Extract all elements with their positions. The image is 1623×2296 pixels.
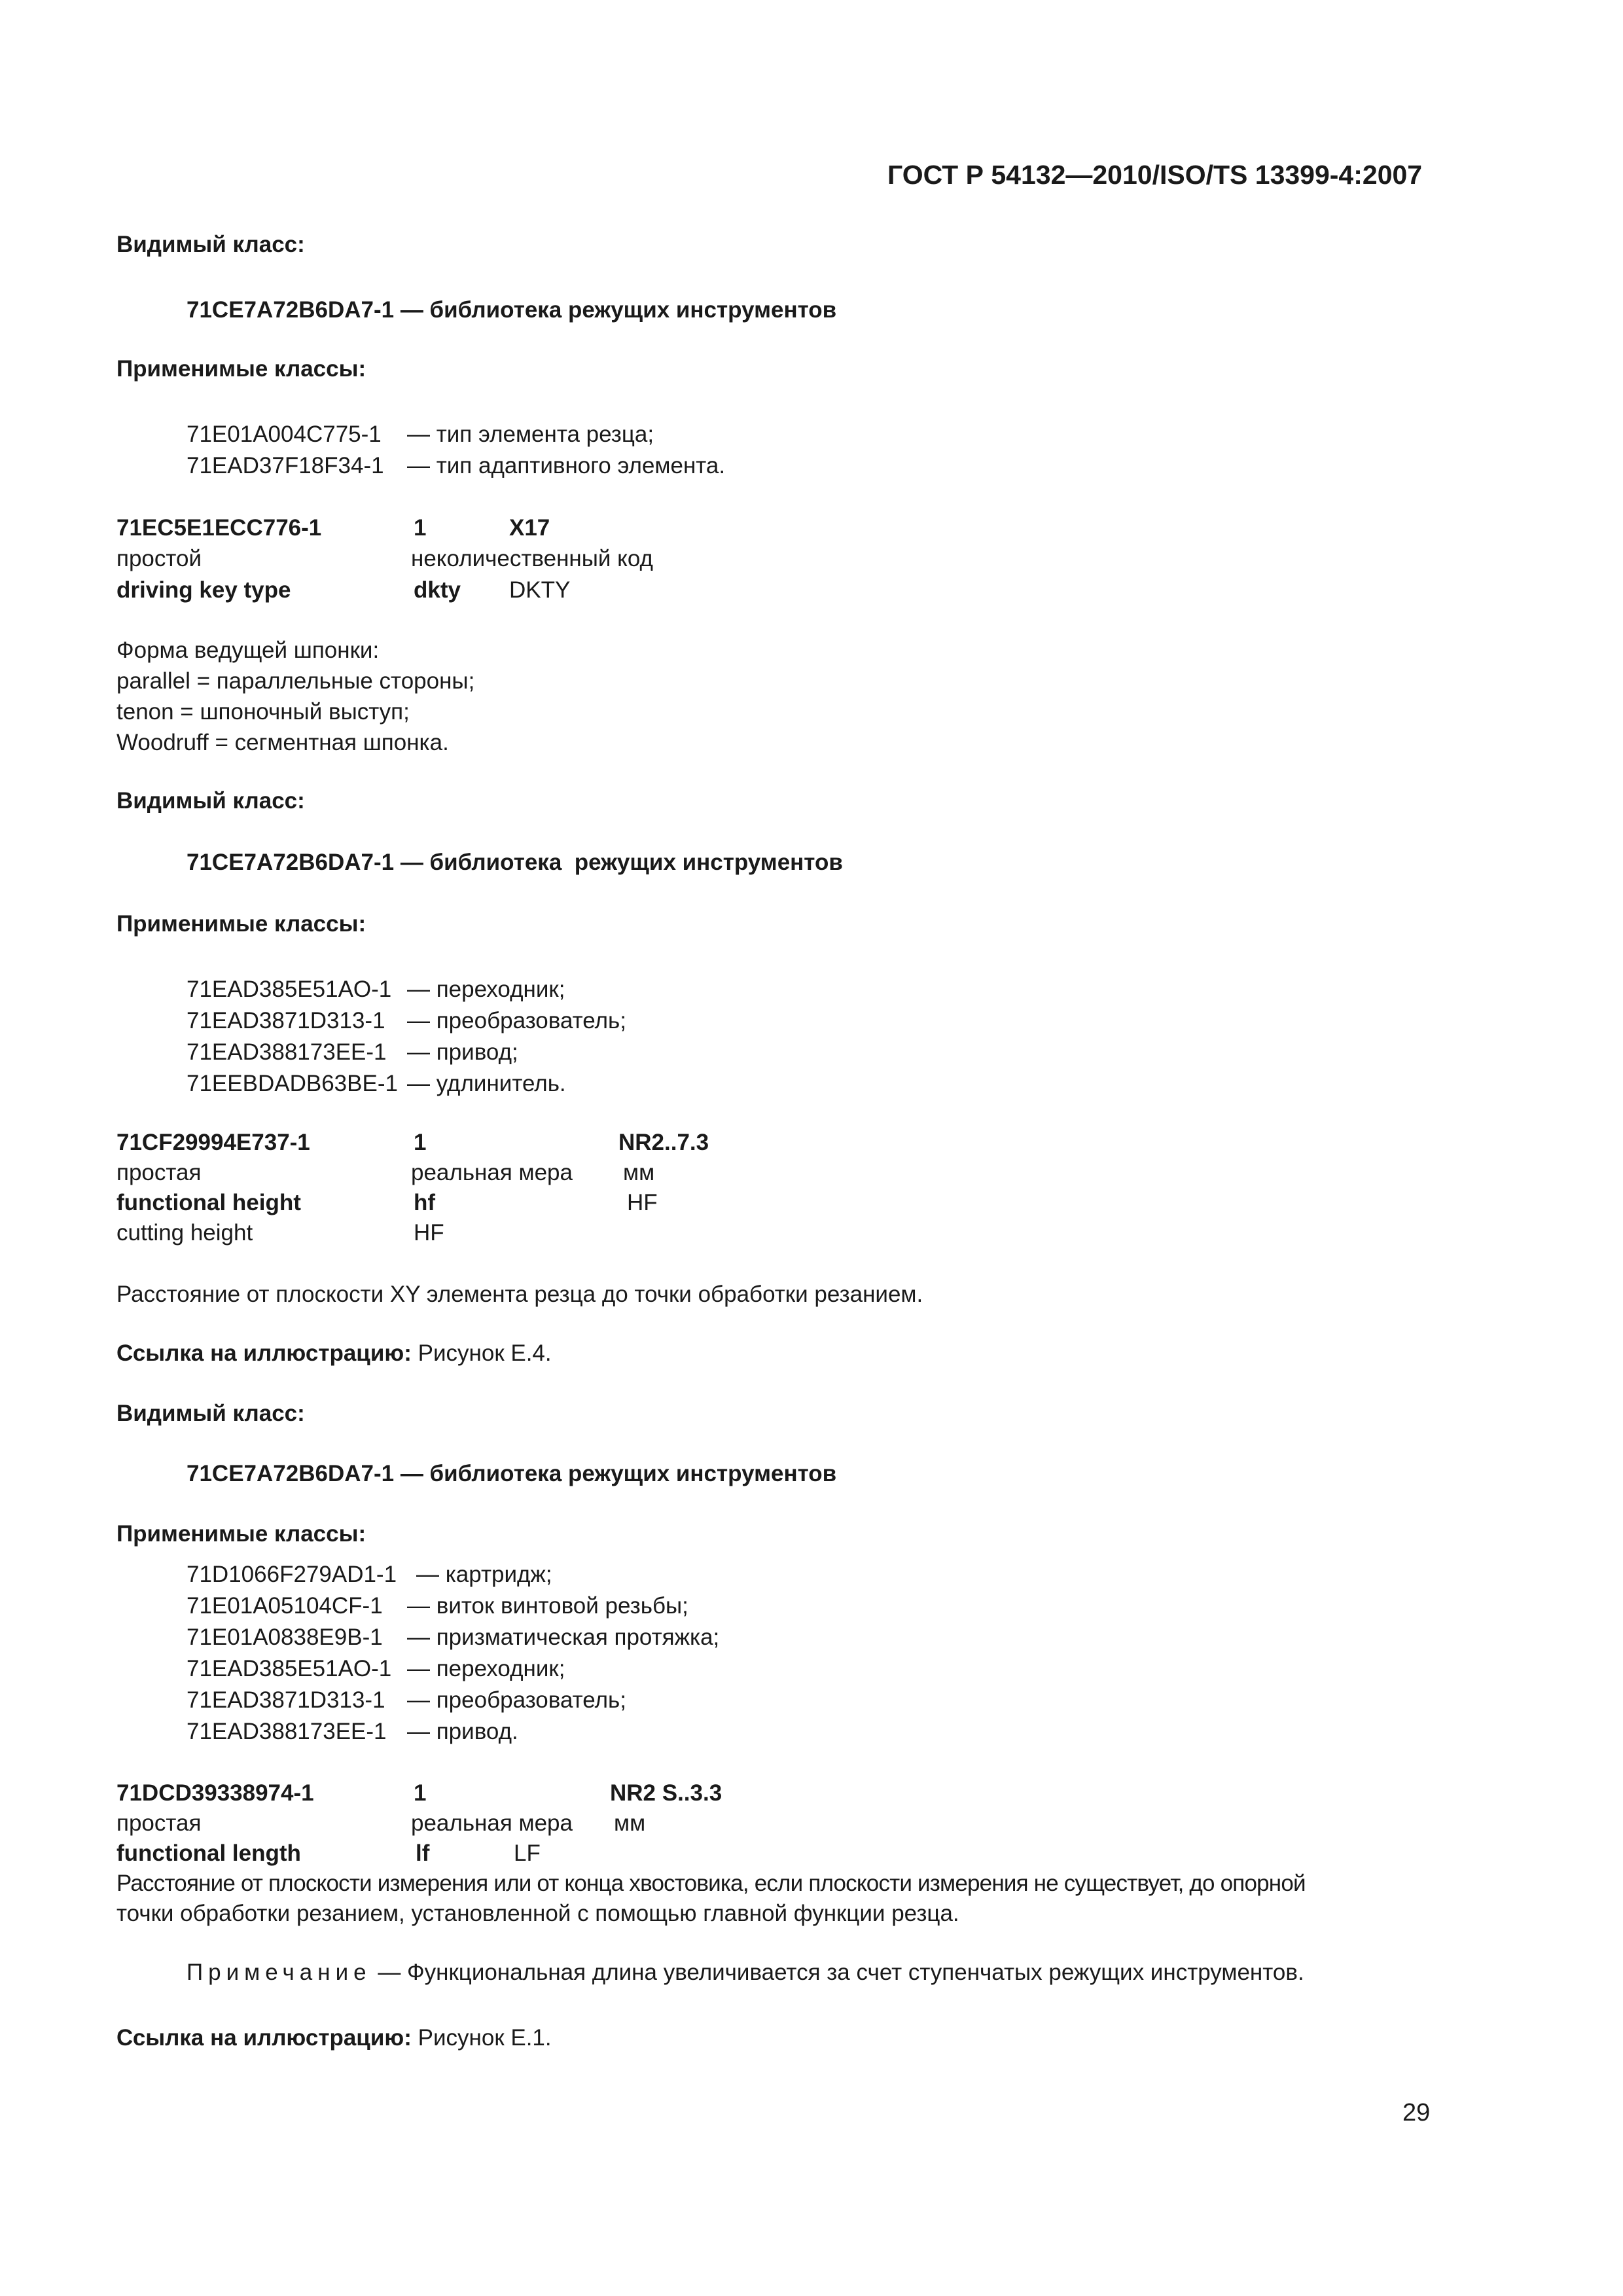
applicable-class-code: 71EAD3871D313-1 — [187, 1008, 385, 1033]
note-text: — Функциональная длина увеличивается за счет ступенчатых режущих инструментов. — [378, 1960, 1304, 1985]
property-description-line: Форма ведущей шпонки: — [116, 637, 380, 663]
applicable-class-code: 71D1066F279AD1-1 — [187, 1562, 397, 1587]
applicable-class-code: 71EEBDADB63BE-1 — [187, 1071, 398, 1096]
property-description-line: parallel = параллельные стороны; — [116, 668, 475, 694]
applicable-class-desc: — тип адаптивного элемента. — [407, 453, 726, 478]
visible-class-value: 71CE7A72B6DA7-1 — библиотека режущих инструментов — [187, 1461, 837, 1486]
property-symbol: LF — [514, 1840, 541, 1866]
property-format: NR2..7.3 — [618, 1130, 709, 1155]
applicable-class-code: 71EAD385E51AO-1 — [187, 977, 392, 1002]
property-kind: простая — [116, 1160, 202, 1185]
figure-reference — [116, 1338, 552, 1369]
property-format: NR2 S..3.3 — [610, 1780, 722, 1806]
property-unit: мм — [614, 1810, 646, 1836]
property-symbol: HF — [627, 1190, 658, 1215]
applicable-class-code: 71E01A004C775-1 — [187, 422, 382, 447]
visible-class-value: 71CE7A72B6DA7-1 — библиотека режущих инструментов — [187, 850, 843, 875]
applicable-class-desc: — преобразователь; — [407, 1008, 626, 1033]
applicable-class-code: 71EAD385E51AO-1 — [187, 1656, 392, 1681]
property-synonym-symbol: HF — [414, 1220, 444, 1246]
applicable-class-desc: — удлинитель. — [407, 1071, 566, 1096]
applicable-classes-label: Применимые классы: — [116, 911, 366, 937]
property-symbol: DKTY — [509, 577, 571, 603]
figure-reference — [116, 2022, 552, 2053]
property-short-name: hf — [414, 1190, 436, 1215]
property-code: 71EC5E1ECC776-1 — [116, 515, 322, 541]
visible-class-value: 71CE7A72B6DA7-1 — библиотека режущих инструментов — [187, 297, 837, 323]
note — [187, 1957, 1304, 1988]
property-kind: простой — [116, 546, 202, 571]
property-description: Расстояние от плоскости XY элемента резца до точки обработки резанием. — [116, 1282, 923, 1307]
note-label: Примечание — [187, 1960, 372, 1985]
figure-reference-value: Рисунок Е.4. — [418, 1340, 552, 1366]
applicable-class-desc: — переходник; — [407, 1656, 565, 1681]
property-version: 1 — [414, 515, 427, 541]
applicable-class-desc: — виток винтовой резьбы; — [407, 1593, 688, 1619]
property-kind: простая — [116, 1810, 202, 1836]
property-unit: мм — [623, 1160, 655, 1185]
applicable-class-code: 71E01A0838E9B-1 — [187, 1624, 383, 1650]
standard-header: ГОСТ Р 54132—2010/ISO/TS 13399-4:2007 — [887, 160, 1423, 190]
property-format: X17 — [509, 515, 550, 541]
property-code: 71CF29994E737-1 — [116, 1130, 310, 1155]
property-description-line: tenon = шпоночный выступ; — [116, 699, 410, 725]
applicable-class-desc: — призматическая протяжка; — [407, 1624, 720, 1650]
property-name: functional height — [116, 1190, 301, 1215]
applicable-class-code: 71EAD388173EE-1 — [187, 1719, 387, 1744]
property-short-name: dkty — [414, 577, 461, 603]
applicable-classes-label: Применимые классы: — [116, 1521, 366, 1547]
property-description-line: Расстояние от плоскости измерения или от конца хвостовика, если плоскости измерения не существует, до опорной — [116, 1871, 1306, 1896]
applicable-class-code: 71EAD37F18F34-1 — [187, 453, 384, 478]
applicable-class-desc: — привод; — [407, 1039, 518, 1065]
figure-reference-value: Рисунок Е.1. — [418, 2025, 552, 2051]
property-name: driving key type — [116, 577, 291, 603]
property-version: 1 — [414, 1780, 427, 1806]
property-description-line: Woodruff = сегментная шпонка. — [116, 730, 449, 755]
property-datatype: реальная мера — [411, 1810, 573, 1836]
page-number: 29 — [1402, 2099, 1431, 2126]
applicable-class-code: 71E01A05104CF-1 — [187, 1593, 383, 1619]
applicable-class-desc: — тип элемента резца; — [407, 422, 654, 447]
figure-reference-label: Ссылка на иллюстрацию: — [116, 2025, 412, 2051]
property-synonym: cutting height — [116, 1220, 253, 1246]
visible-class-label: Видимый класс: — [116, 788, 305, 814]
applicable-class-desc: — преобразователь; — [407, 1687, 626, 1713]
property-name: functional length — [116, 1840, 301, 1866]
visible-class-label: Видимый класс: — [116, 232, 305, 257]
applicable-class-desc: — переходник; — [407, 977, 565, 1002]
applicable-class-desc: — привод. — [407, 1719, 518, 1744]
property-datatype: реальная мера — [411, 1160, 573, 1185]
applicable-classes-label: Применимые классы: — [116, 356, 366, 382]
property-short-name: lf — [416, 1840, 430, 1866]
applicable-class-code: 71EAD388173EE-1 — [187, 1039, 387, 1065]
property-code: 71DCD39338974-1 — [116, 1780, 314, 1806]
property-version: 1 — [414, 1130, 427, 1155]
visible-class-label: Видимый класс: — [116, 1401, 305, 1426]
property-description-line: точки обработки резанием, установленной с помощью главной функции резца. — [116, 1901, 959, 1926]
applicable-class-code: 71EAD3871D313-1 — [187, 1687, 385, 1713]
figure-reference-label: Ссылка на иллюстрацию: — [116, 1340, 412, 1366]
property-datatype: неколичественный код — [411, 546, 653, 571]
applicable-class-desc: — картридж; — [416, 1562, 552, 1587]
